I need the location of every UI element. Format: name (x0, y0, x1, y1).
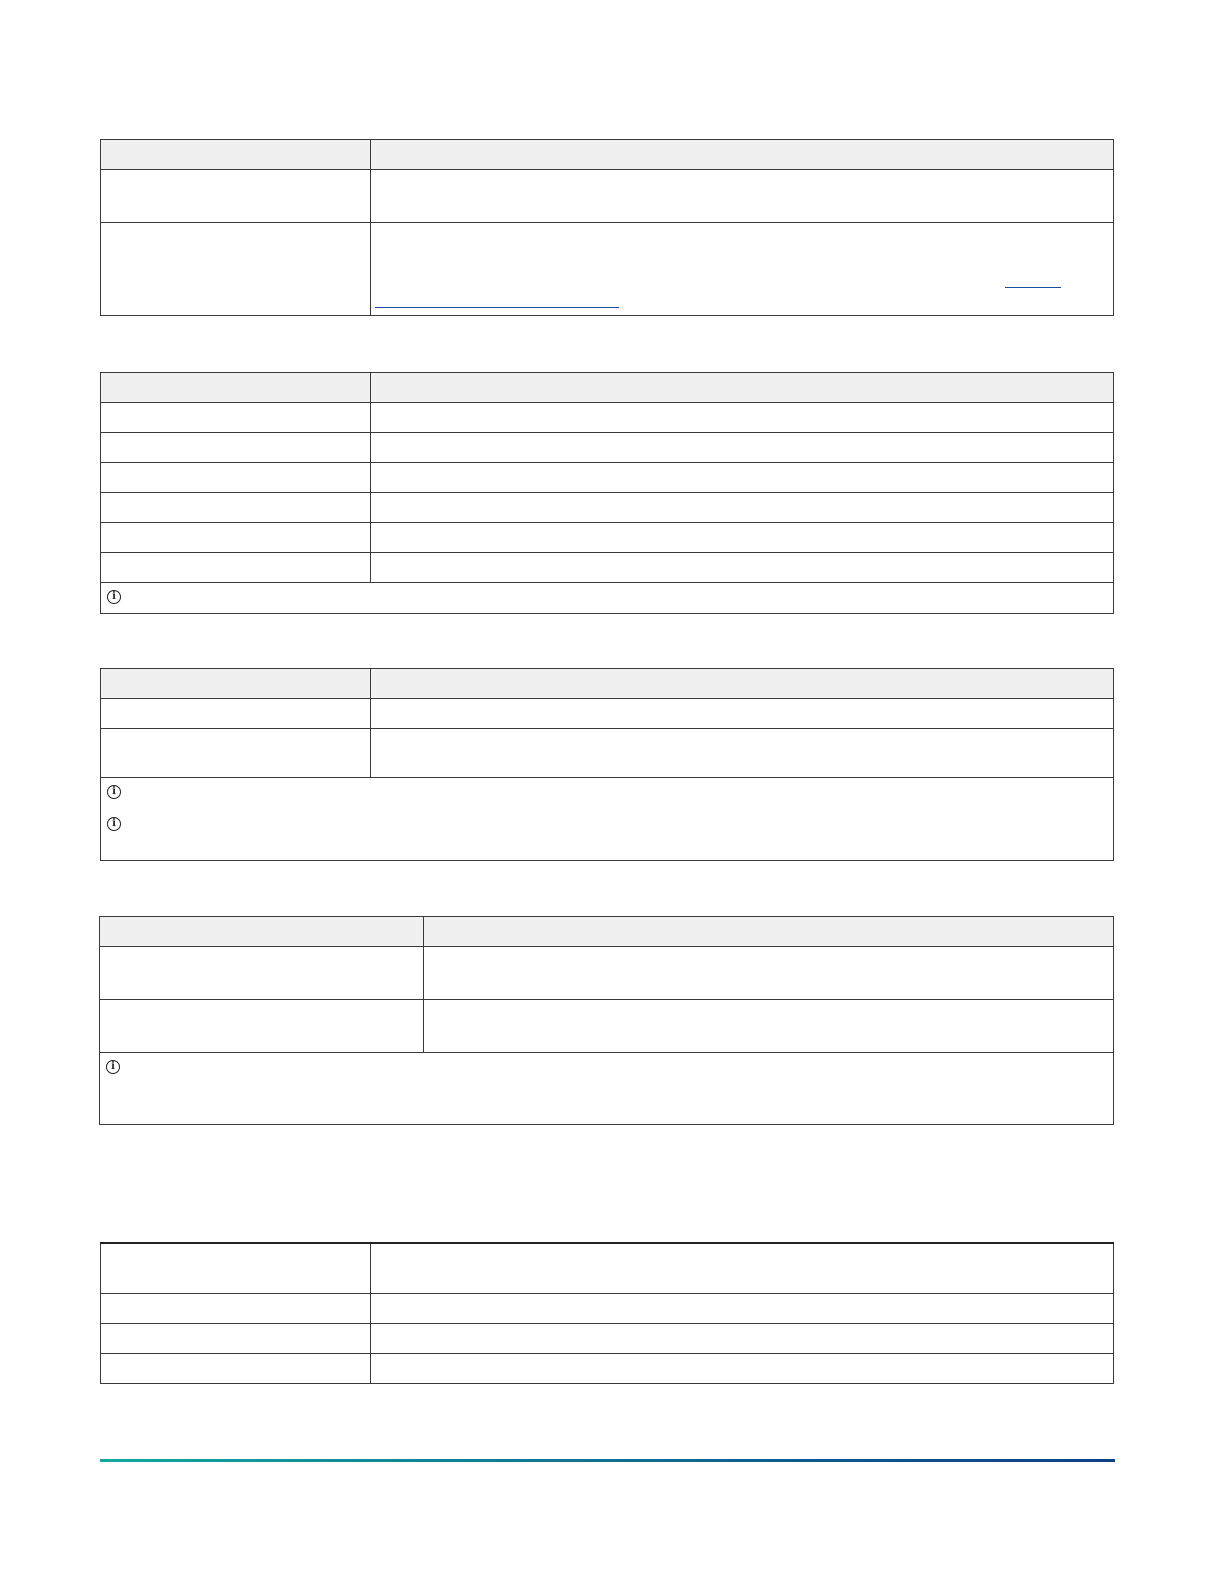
table-4 (99, 916, 1114, 1125)
table-5-cell (371, 1353, 1114, 1383)
table-4-cell (100, 1000, 424, 1053)
table-3-header-cell-1 (101, 669, 371, 699)
table-1-cell-with-link (371, 223, 1114, 316)
table-1-header-cell-1 (101, 140, 371, 170)
table-4-header-cell-2 (424, 917, 1114, 947)
table-2-cell (371, 493, 1114, 523)
table-5-cell (101, 1243, 371, 1293)
table-3-cell (101, 729, 371, 778)
table-3-header-cell-2 (371, 669, 1114, 699)
table-5-cell (371, 1293, 1114, 1323)
table-5-cell (101, 1323, 371, 1353)
table-2-cell (101, 463, 371, 493)
table-1-cell (101, 170, 371, 223)
table-1-cell (101, 223, 371, 316)
table-2-cell (371, 463, 1114, 493)
table-4-cell (424, 947, 1114, 1000)
table-1 (100, 139, 1114, 316)
table-5 (100, 1242, 1114, 1384)
info-icon: i (107, 590, 121, 604)
info-icon: i (106, 1060, 120, 1074)
footer-rule (100, 1459, 1115, 1462)
table-5-cell (371, 1323, 1114, 1353)
table-5-cell (371, 1243, 1114, 1293)
info-icon: i (107, 817, 121, 831)
table-4-header-cell-1 (100, 917, 424, 947)
table-4-cell (424, 1000, 1114, 1053)
table-3-cell (101, 699, 371, 729)
table-2-cell (101, 493, 371, 523)
info-icon: i (107, 785, 121, 799)
table-3-note-row (101, 778, 1114, 861)
table-2-cell (101, 553, 371, 583)
table-2-cell (371, 403, 1114, 433)
table-2-header-cell-2 (371, 373, 1114, 403)
table-2-cell (101, 433, 371, 463)
table-2-cell (101, 403, 371, 433)
table-3 (100, 668, 1114, 861)
table-5-cell (101, 1293, 371, 1323)
table-2-header-cell-1 (101, 373, 371, 403)
hyperlink-underline[interactable] (375, 307, 619, 308)
hyperlink-underline[interactable] (1005, 287, 1061, 288)
table-3-cell (371, 699, 1114, 729)
table-1-cell (371, 170, 1114, 223)
table-2-note-row (101, 583, 1114, 614)
table-2-cell (101, 523, 371, 553)
table-2-cell (371, 523, 1114, 553)
table-5-cell (101, 1353, 371, 1383)
table-2 (100, 372, 1114, 614)
table-3-cell (371, 729, 1114, 778)
table-2-cell (371, 433, 1114, 463)
table-4-note-row (100, 1053, 1114, 1125)
table-4-cell (100, 947, 424, 1000)
table-1-header-cell-2 (371, 140, 1114, 170)
table-2-cell (371, 553, 1114, 583)
